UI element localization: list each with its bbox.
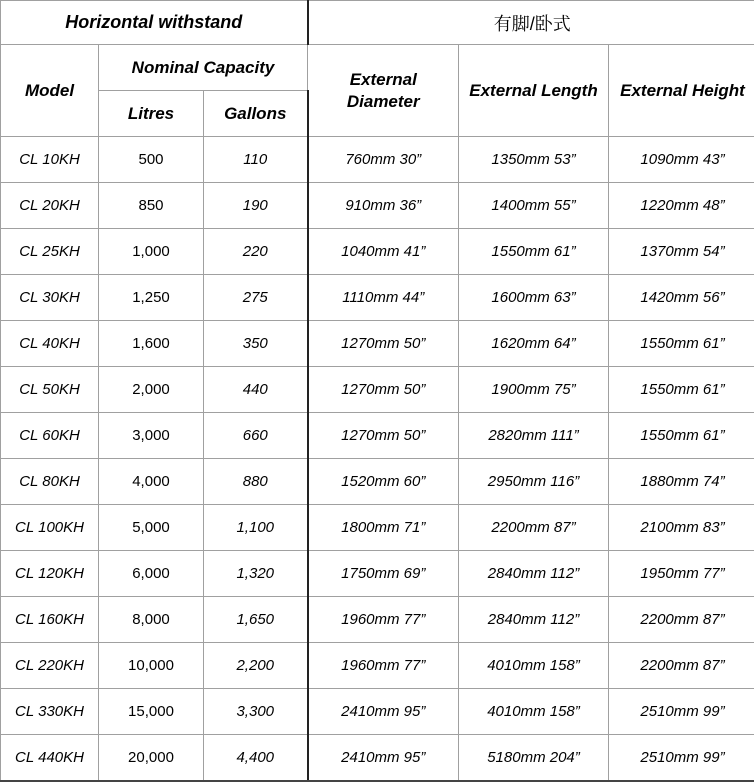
cell-model: CL 30KH <box>1 275 99 321</box>
cell-litres: 6,000 <box>99 551 204 597</box>
cell-external-diameter: 1750mm 69” <box>308 551 459 597</box>
cell-gallons: 350 <box>204 321 308 367</box>
cell-model: CL 80KH <box>1 459 99 505</box>
cell-external-diameter: 760mm 30” <box>308 137 459 183</box>
cell-external-length: 4010mm 158” <box>459 643 609 689</box>
table-row <box>1 275 754 321</box>
cell-gallons: 1,320 <box>204 551 308 597</box>
cell-external-length: 1620mm 64” <box>459 321 609 367</box>
cell-model: CL 330KH <box>1 689 99 735</box>
table-row <box>1 459 754 505</box>
table-row <box>1 229 754 275</box>
cell-gallons: 660 <box>204 413 308 459</box>
table-row <box>1 735 754 782</box>
cell-external-height: 1550mm 61” <box>609 321 754 367</box>
cell-external-length: 1900mm 75” <box>459 367 609 413</box>
table-row <box>1 643 754 689</box>
cell-litres: 1,250 <box>99 275 204 321</box>
cell-external-height: 2510mm 99” <box>609 735 754 782</box>
cell-model: CL 220KH <box>1 643 99 689</box>
cell-litres: 2,000 <box>99 367 204 413</box>
cell-model: CL 10KH <box>1 137 99 183</box>
cell-external-diameter: 1960mm 77” <box>308 597 459 643</box>
cell-external-height: 2200mm 87” <box>609 643 754 689</box>
cell-model: CL 25KH <box>1 229 99 275</box>
cell-external-length: 1600mm 63” <box>459 275 609 321</box>
header-external-length: External Length <box>459 45 609 137</box>
cell-external-length: 1350mm 53” <box>459 137 609 183</box>
table-row <box>1 413 754 459</box>
cell-external-diameter: 1110mm 44” <box>308 275 459 321</box>
cell-external-length: 4010mm 158” <box>459 689 609 735</box>
cell-litres: 1,000 <box>99 229 204 275</box>
cell-gallons: 2,200 <box>204 643 308 689</box>
cell-external-height: 1550mm 61” <box>609 367 754 413</box>
cell-external-height: 2200mm 87” <box>609 597 754 643</box>
cell-model: CL 120KH <box>1 551 99 597</box>
cell-litres: 8,000 <box>99 597 204 643</box>
table-title-english: Horizontal withstand <box>1 1 308 45</box>
header-nominal-capacity: Nominal Capacity <box>99 45 308 91</box>
cell-model: CL 40KH <box>1 321 99 367</box>
cell-gallons: 3,300 <box>204 689 308 735</box>
cell-external-length: 2950mm 116” <box>459 459 609 505</box>
header-gallons: Gallons <box>204 91 308 137</box>
header-litres: Litres <box>99 91 204 137</box>
cell-external-height: 1550mm 61” <box>609 413 754 459</box>
header-external-diameter: External Diameter <box>308 45 459 137</box>
cell-gallons: 190 <box>204 183 308 229</box>
cell-litres: 1,600 <box>99 321 204 367</box>
cell-gallons: 1,100 <box>204 505 308 551</box>
cell-external-length: 5180mm 204” <box>459 735 609 782</box>
table-row <box>1 321 754 367</box>
cell-external-diameter: 1270mm 50” <box>308 413 459 459</box>
cell-litres: 4,000 <box>99 459 204 505</box>
cell-model: CL 160KH <box>1 597 99 643</box>
cell-litres: 10,000 <box>99 643 204 689</box>
cell-model: CL 50KH <box>1 367 99 413</box>
table-row <box>1 183 754 229</box>
cell-external-diameter: 2410mm 95” <box>308 689 459 735</box>
cell-external-height: 1220mm 48” <box>609 183 754 229</box>
cell-litres: 5,000 <box>99 505 204 551</box>
cell-gallons: 880 <box>204 459 308 505</box>
cell-litres: 15,000 <box>99 689 204 735</box>
cell-external-height: 2510mm 99” <box>609 689 754 735</box>
cell-external-diameter: 1270mm 50” <box>308 321 459 367</box>
table-row <box>1 551 754 597</box>
cell-gallons: 1,650 <box>204 597 308 643</box>
cell-external-height: 1420mm 56” <box>609 275 754 321</box>
cell-external-length: 1400mm 55” <box>459 183 609 229</box>
cell-external-height: 1880mm 74” <box>609 459 754 505</box>
cell-gallons: 275 <box>204 275 308 321</box>
cell-model: CL 60KH <box>1 413 99 459</box>
cell-external-length: 1550mm 61” <box>459 229 609 275</box>
cell-gallons: 4,400 <box>204 735 308 782</box>
cell-external-length: 2820mm 111” <box>459 413 609 459</box>
cell-external-diameter: 1520mm 60” <box>308 459 459 505</box>
table-row <box>1 137 754 183</box>
cell-external-height: 1370mm 54” <box>609 229 754 275</box>
cell-gallons: 220 <box>204 229 308 275</box>
cell-litres: 500 <box>99 137 204 183</box>
cell-litres: 3,000 <box>99 413 204 459</box>
cell-external-diameter: 1040mm 41” <box>308 229 459 275</box>
cell-model: CL 440KH <box>1 735 99 782</box>
table-row <box>1 597 754 643</box>
cell-gallons: 440 <box>204 367 308 413</box>
cell-external-length: 2840mm 112” <box>459 597 609 643</box>
cell-gallons: 110 <box>204 137 308 183</box>
cell-external-diameter: 2410mm 95” <box>308 735 459 782</box>
cell-model: CL 20KH <box>1 183 99 229</box>
table-row <box>1 367 754 413</box>
cell-external-height: 1950mm 77” <box>609 551 754 597</box>
cell-litres: 850 <box>99 183 204 229</box>
cell-external-diameter: 1270mm 50” <box>308 367 459 413</box>
cell-external-height: 2100mm 83” <box>609 505 754 551</box>
table-row <box>1 505 754 551</box>
cell-external-length: 2840mm 112” <box>459 551 609 597</box>
header-model: Model <box>1 45 99 137</box>
cell-external-length: 2200mm 87” <box>459 505 609 551</box>
table-title-chinese: 有脚/卧式 <box>308 1 754 45</box>
cell-litres: 20,000 <box>99 735 204 782</box>
cell-external-diameter: 1960mm 77” <box>308 643 459 689</box>
cell-external-diameter: 1800mm 71” <box>308 505 459 551</box>
cell-external-diameter: 910mm 36” <box>308 183 459 229</box>
table-row <box>1 689 754 735</box>
cell-external-height: 1090mm 43” <box>609 137 754 183</box>
header-external-height: External Height <box>609 45 754 137</box>
cell-model: CL 100KH <box>1 505 99 551</box>
